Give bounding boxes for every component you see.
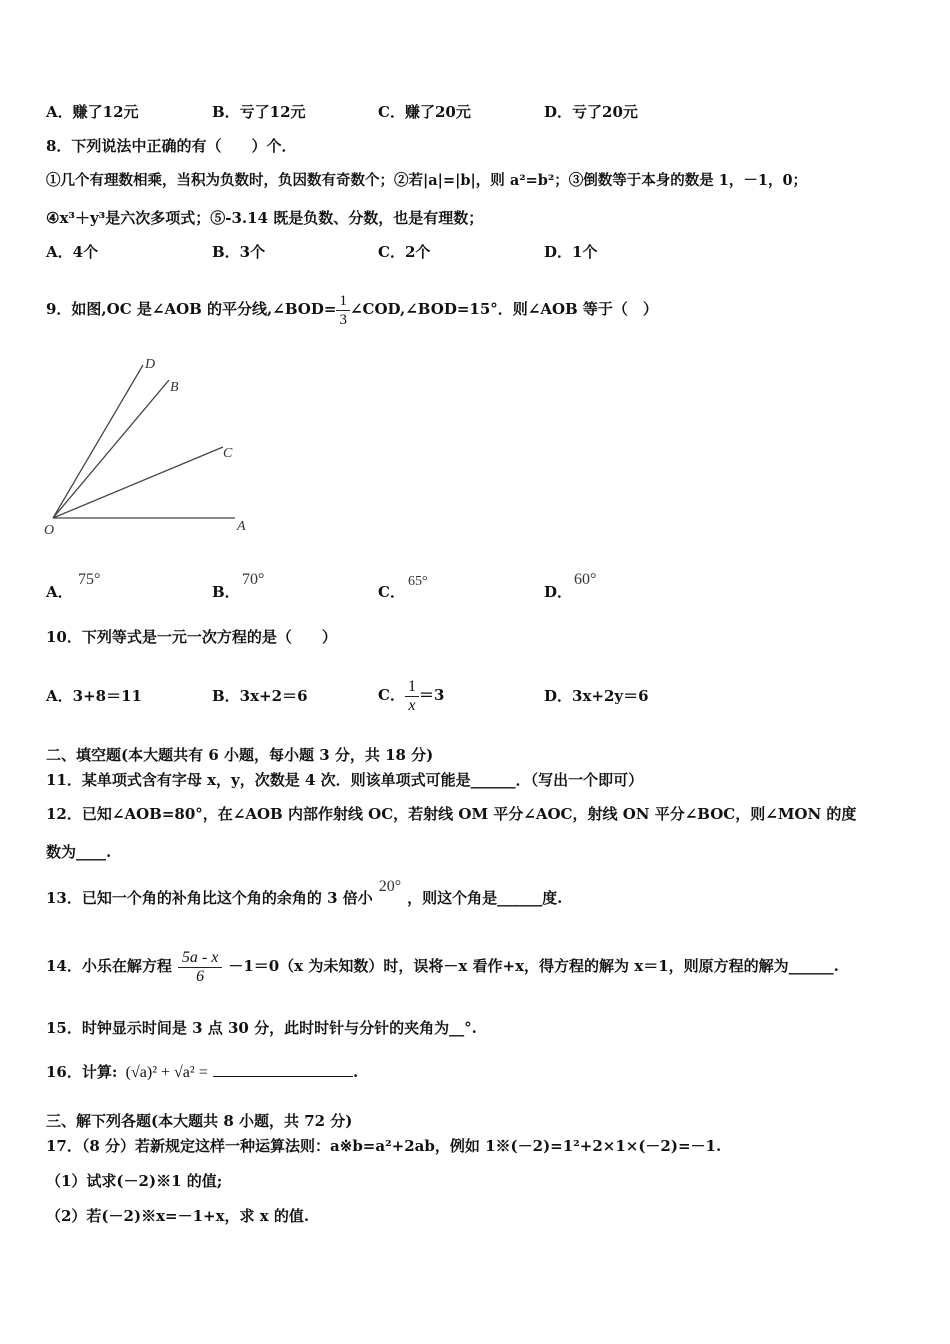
ray-oc [53, 447, 223, 518]
q17-part-2: （2）若(－2)※x=－1+x，求 x 的值. [46, 1207, 310, 1225]
q10-option-a: A．3+8＝11 [46, 687, 142, 705]
label-d: D [145, 357, 156, 372]
q9-stem-part-b: ∠COD,∠BOD=15°．则∠AOB 等于（ ） [349, 300, 658, 318]
q14-part-b: －1＝0（x 为未知数）时，误将－x 看作+x，得方程的解为 x＝1，则原方程的解为______. [228, 957, 839, 975]
q8-option-c: C．2个 [378, 243, 431, 261]
q16-answer-blank [213, 1062, 353, 1077]
q8-option-b: B．3个 [212, 243, 266, 261]
q8-stem: 8．下列说法中正确的有（ ）个． [46, 137, 297, 155]
q14-fraction [178, 949, 222, 986]
q10-option-c-numerator: 1 [405, 678, 419, 697]
q13-part-a: 13．已知一个角的补角比这个角的余角的 3 倍小 [46, 889, 373, 907]
ray-od [53, 365, 143, 518]
q9-option-c-value: 65° [408, 574, 428, 589]
q14-part-a: 14．小乐在解方程 [46, 957, 172, 975]
q10-stem: 10．下列等式是一元一次方程的是（ ） [46, 628, 337, 646]
q13-text [46, 878, 563, 909]
label-o: O [44, 523, 55, 538]
q9-fraction [336, 292, 350, 329]
q9-stem [46, 278, 658, 340]
section-2-heading: 二、填空题(本大题共有 6 小题，每小题 3 分，共 18 分) [46, 746, 434, 764]
q9-option-b-value: 70° [242, 571, 265, 588]
q12-line2: 数为____. [46, 843, 112, 861]
q9-fraction-denominator: 3 [339, 311, 347, 328]
q13-part-b: ，则这个角是______度. [407, 889, 563, 907]
q8-statements-line2: ④x³＋y³是六次多项式；⑤-3.14 既是负数、分数，也是有理数； [46, 209, 484, 227]
q9-option-a-letter: A． [46, 583, 73, 601]
q9-option-c-letter: C． [378, 583, 405, 601]
q15-text: 15．时钟显示时间是 3 点 30 分，此时时针与分针的夹角为__°. [46, 1019, 477, 1037]
q17-stem: 17．（8 分）若新规定这样一种运算法则：a※b=a²+2ab，例如 1※(－2)=1²+2×1×(－2)=－1. [46, 1137, 722, 1155]
q9-fraction-numerator: 1 [336, 292, 350, 311]
q9-option-a-value: 75° [78, 571, 101, 588]
q10-option-c-denominator: x [408, 696, 416, 714]
q7-option-c: C．赚了20元 [378, 103, 471, 121]
q12-line1: 12．已知∠AOB=80°，在∠AOB 内部作射线 OC，若射线 OM 平分∠AOC，射线 ON 平分∠BOC，则∠MON 的度 [46, 805, 857, 823]
q9-stem-part-a: 9．如图,OC 是∠AOB 的平分线,∠BOD= [46, 300, 337, 318]
label-a: A [237, 519, 246, 534]
q11-text: 11．某单项式含有字母 x，y，次数是 4 次．则该单项式可能是______．（写出一个即可） [46, 771, 644, 789]
q7-option-d: D．亏了20元 [544, 103, 638, 121]
label-b: B [170, 380, 179, 395]
q9-option-d-letter: D． [544, 583, 573, 601]
section-3-heading: 三、解下列各题(本大题共 8 小题，共 72 分) [46, 1112, 353, 1130]
q8-statements-line1: ①几个有理数相乘，当积为负数时，负因数有奇数个；②若|a|=|b|，则 a²=b²；③倒数等于本身的数是 1，－1，0； [46, 172, 808, 189]
q13-angle-value: 20° [378, 878, 402, 895]
label-c: C [223, 446, 233, 461]
q10-option-b: B．3x+2＝6 [212, 687, 308, 705]
q14-text [46, 934, 839, 998]
q10-option-c-fraction [405, 678, 419, 715]
q8-option-a: A．4个 [46, 243, 99, 261]
q9-angle-figure [40, 350, 260, 540]
q9-option-d-value: 60° [574, 571, 597, 588]
q8-option-d: D．1个 [544, 243, 598, 261]
q16-expression: (√a)² + √a² = [125, 1064, 208, 1081]
q17-part-1: （1）试求(－2)※1 的值; [46, 1172, 223, 1190]
q10-option-c [378, 663, 444, 727]
q14-fraction-denominator: 6 [196, 967, 205, 985]
q10-option-d: D．3x+2y＝6 [544, 687, 649, 705]
q7-option-a: A．赚了12元 [46, 103, 139, 121]
ray-ob [53, 380, 169, 518]
q16-tail: . [352, 1063, 359, 1081]
q7-option-b: B．亏了12元 [212, 103, 306, 121]
q16-label: 16．计算: [46, 1063, 118, 1081]
q10-option-c-label: C． [378, 686, 405, 704]
q14-fraction-numerator: 5a - x [178, 949, 222, 968]
q10-option-c-rest: ＝3 [418, 686, 445, 704]
q16-text [46, 1062, 358, 1083]
q9-option-b-letter: B． [212, 583, 240, 601]
